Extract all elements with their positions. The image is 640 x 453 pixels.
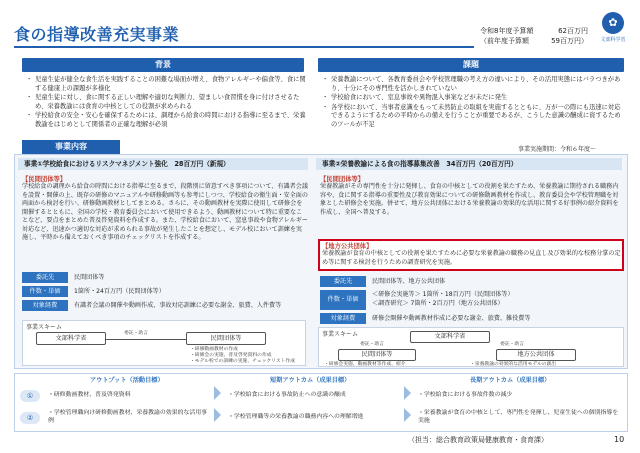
node-mext: 文部科学省 [410,331,490,343]
mext-emblem-icon: ✿ [602,12,624,34]
project1-title: 事業①学校給食におけるリスクマネジメント強化 28百万円（新規） [18,158,308,170]
project1-scheme-note: ・モデル校での訓練の実施、チェックリスト作成 [190,359,296,364]
project2-scheme-note-right: ・栄養教諭の効果的な活用モデルの創出 [470,362,557,367]
mext-logo [596,12,630,52]
project2-contractor-value: 民間団体等、地方公共団体 [372,278,446,285]
budget-current-value: 62百万円 [558,27,588,35]
background-item: ・ 児童生徒に対し、食に関する正しい理解や適切な判断力、望ましい食習慣を身に付けさせるため、栄養教諭には食育の中核としての役割が求められる [26,94,308,111]
node-local-gov: 地方公共団体 [496,349,576,361]
project2-scheme-note-left: ・研修会実施、動画教材等作成、紹介 [324,362,406,367]
issue-item: ・ 各学校において、当事者意識をもって未然防止の取組を実施するとともに、万が一の際にも迅速に対応できるようにするための平時からの備えを行うことが重要であるが、こうした意識の醸成に資するためのツールが不足 [322,104,626,130]
node-private-org: 民間団体等 [338,349,416,361]
budget-current-label: 令和8年度予算額 [480,27,534,35]
project1-arrow-label: 委託・助言 [124,331,148,336]
issue-item: ・ 栄養教諭について、各教育委員会や学校管理職の考え方の違いにより、その活用実態にはバラつきがあり、十分にその専門性を活かしきれていない [322,76,626,93]
project2-red-tag: 【地方公共団体】 [322,243,373,250]
outcome-row-number: ② [20,412,40,424]
project1-contractor-value: 民間団体等 [74,274,105,281]
project2-cost-value: 研修会開催や動画教材作成に必要な謝金、旅費、雑役費等 [372,315,531,322]
project1-contractor-label: 委託先 [22,272,68,283]
project2-red-description: 栄養教諭が食育の中核としての役割を果たすために必要な栄養教諭の職務の見直し及び効果的な校務分掌の定め等に関する検討を行うための調査研究を実施。 [322,250,621,266]
title-underline [14,46,474,48]
project2-tag: 【民間団体等】 [320,176,365,183]
outcome-cell: ・学校給食における事故件数の減少 [418,392,513,398]
output-heading: アウトプット（活動目標） [90,377,164,384]
outcome-cell: ・学校管理職等の栄養教諭の職務内容への理解増進 [228,414,364,420]
project1-count-label: 件数・単価 [22,286,68,297]
project1-scheme-note: ・研修動画教材の作成 [190,347,238,352]
budget-prev-value: 59百万円） [551,37,588,45]
issues-list [322,76,626,131]
background-list [26,76,308,131]
issues-heading: 課題 [318,58,624,72]
page-number: 10 [614,435,625,444]
project2-contractor-label: 委託先 [320,276,366,287]
project1-scheme-caption: 事業スキーム [26,324,63,331]
issue-item: ・ 学校給食において、室息事故や異物混入事案などが未だに発生 [322,94,626,103]
project2-arrow-label: 委託・助言 [360,342,384,347]
background-item: ・ 児童生徒が健全な食生活を実践することの困難な場面が増え、食物アレルギーや偏食等、食に関する健康上の課題が多様化 [26,76,308,93]
node-mext: 文部科学省 [36,332,106,345]
scheme-arrow [106,339,186,340]
project2-title: 事業②栄養教諭による食の指導募集改善 34百万円（20百万円） [316,158,622,170]
node-private-org: 民間団体等 [186,332,266,345]
project1-description: 学校給食の調理から給食の時間における指導に至るまで、段階別に留意すべき事項について、有識者会議を設置・開催の上、既存の研修のマニュアルや研修動画等も参考にしつつ、学校給食の衛生面・安全面の両面から検討を行い、研修動画教材としてまとめる。さらに、その動画教材を実際に使用して研修会を開催するとともに、全国の学校・教育委員会において使用できるよう、動画教材について特に重要なことなど、要点をまとめた普及啓発資料を作成する。また、学校給食において、窒息事故や食物アレルギー対応など、迅速かつ適切な対応が求められる事故が発生したことを想定し、モデル校において訓練を実施し、平時から備えておくべき事項のチェックリストを作成する。 [22,183,308,241]
content-heading: 事業内容 [22,140,120,154]
project2-cost-label: 対象経費 [320,313,366,324]
outcome-cell: ・学校管理職向け研修動画教材、栄養教諭の効果的な活用事例 [48,410,208,424]
project1-count-value: 1箇所・24百万円（民間団体等） [74,288,165,295]
implementation-period: 事業実施期間：令和６年度～ [518,146,597,153]
budget-summary [480,26,588,46]
budget-prev-label: （前年度予算額 [480,37,529,45]
project1-cost-label: 対象経費 [22,300,68,311]
outcome-cell: ・学校給食における事故防止への意識の醸成 [228,392,346,398]
background-item: ・ 学校給食の安全・安心を確保するためには、調理から給食の時間における指導に至るまで、栄養教諭をはじめとして関係者の正確な理解が必須 [26,112,308,129]
outcome-cell: ・研修動画教材、普及啓発資料 [48,392,131,398]
project2-count-label: 件数・単価 [320,290,366,310]
project1-cost-value: 有識者会議の開催や動画作成、事故対応訓練に必要な謝金、旅費、人件費等 [74,302,282,309]
page-title: 食の指導改善充実事業 [14,25,180,44]
background-heading: 背景 [22,58,304,72]
short-outcome-heading: 短期アウトカム（成果目標） [270,377,351,384]
outcome-row-number: ① [20,390,40,402]
flow-arrow-icon [404,386,411,400]
project1-scheme-note: ・研修会の実施、普及啓発資料の作成 [190,353,272,358]
flow-arrow-icon [214,386,221,400]
project2-count-value-2: ＜調査研究＞ 7箇所・2百万円（地方公共団体） [372,300,504,307]
logo-caption: 文部科学省 [600,37,626,43]
project2-description: 栄養教諭がその専門性を十分に発揮し、食育の中核としての役割を果たすため、栄養教諭に期待される職務内容や、食に関する指導の重要性及び教育効果についての研修動画教材を作成し、教育委員会や学校管理職を対象とした研修会を実施。併せて、地方公共団体における栄養教諭の効果的な活用に関する好事例の紹介資料を作成し、全国へ普及する。 [320,183,619,216]
project2-count-value: ＜研修会実施等＞ 1箇所・18百万円（民間団体等） [372,291,514,298]
flow-arrow-icon [214,408,221,422]
outcome-cell: ・栄養教諭が食育の中核として、専門性を発揮し、児童生徒への個別指導を実施 [418,410,619,424]
flow-arrow-icon [404,408,411,422]
project2-scheme-caption: 事業スキーム [322,331,359,338]
project1-tag: 【民間団体等】 [22,176,67,183]
project2-arrow-label: 委託・助言 [500,342,524,347]
long-outcome-heading: 長期アウトカム（成果目標） [470,377,551,384]
responsible-division: （担当：総合教育政策局健康教育・食育課） [408,436,548,444]
